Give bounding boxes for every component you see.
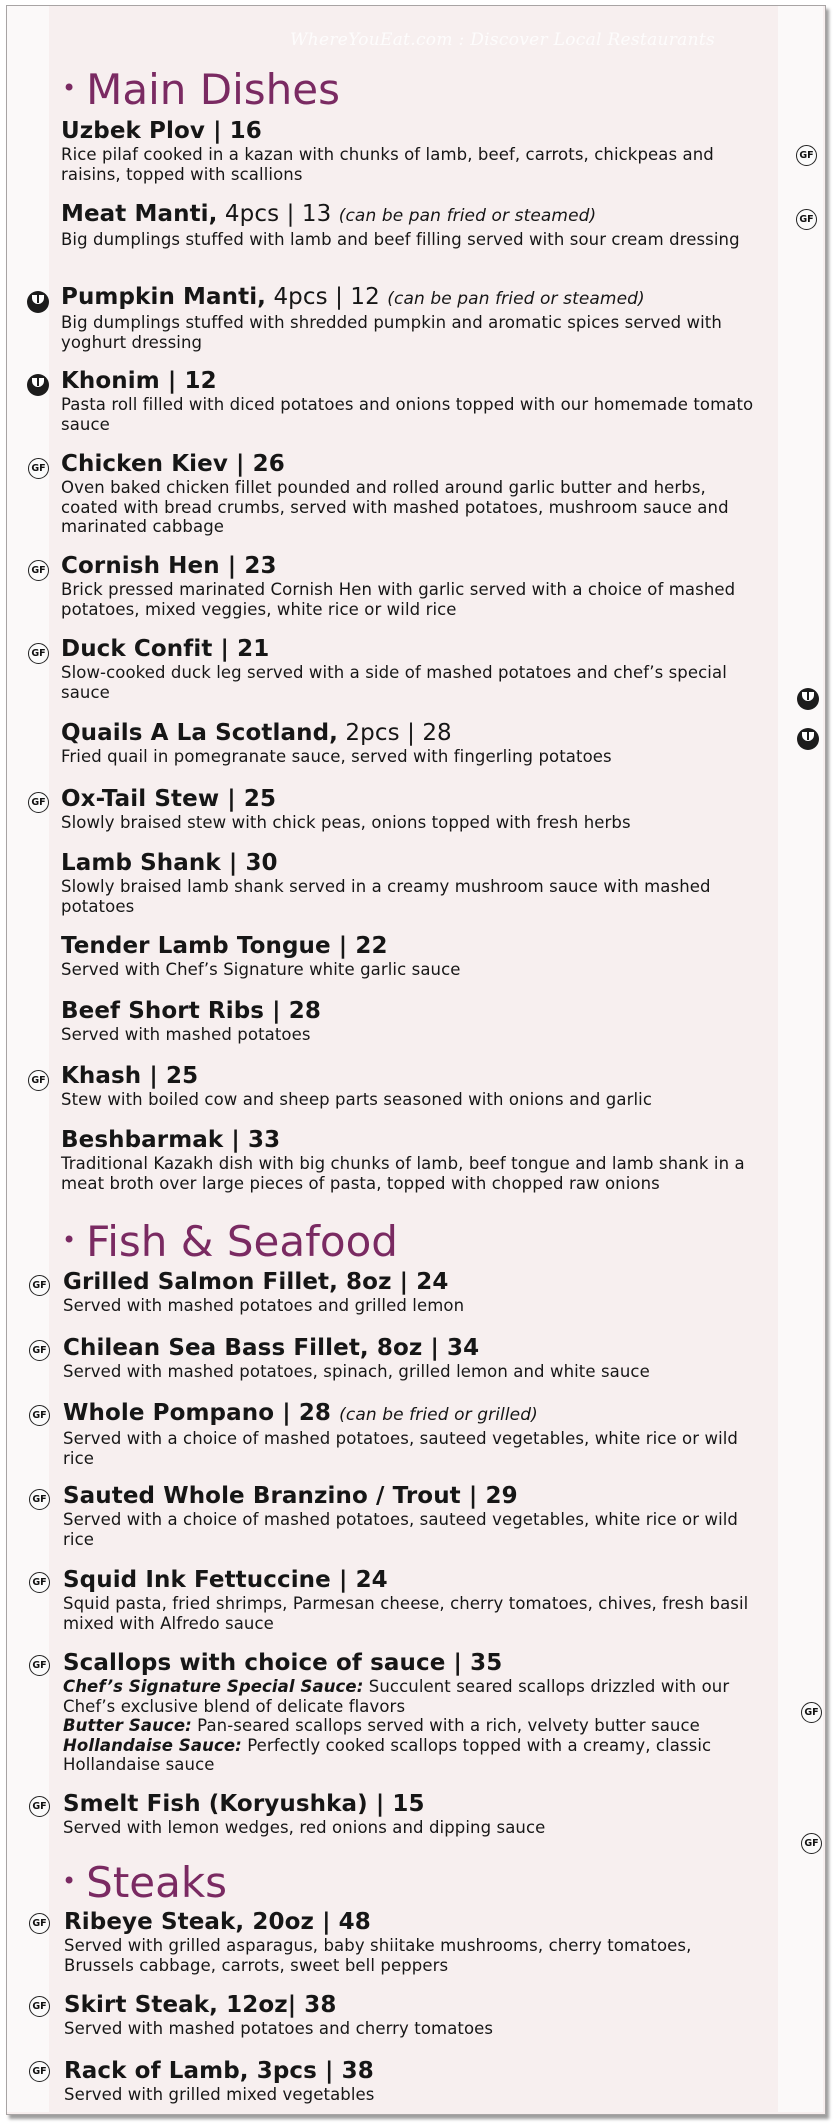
gluten-free-icon: GF xyxy=(28,560,49,581)
gluten-free-icon: GF xyxy=(29,1572,50,1593)
gluten-free-icon: GF xyxy=(796,209,817,230)
menu-item-quails xyxy=(61,720,761,767)
sauce-option: Hollandaise Sauce: Perfectly cooked scallops topped with a creamy, classic Hollandaise sauce xyxy=(63,1735,712,1774)
gluten-free-icon: GF xyxy=(28,643,49,664)
item-name: Lamb Shank | 30 xyxy=(61,850,278,876)
vegetarian-leaf-icon xyxy=(27,374,49,396)
menu-item-chilean-sea-bass xyxy=(63,1335,763,1382)
item-description: Served with grilled asparagus, baby shiitake mushrooms, cherry tomatoes, Brussels cabbage, carrots, sweet bell peppers xyxy=(64,1936,692,1975)
item-description: Served with mashed potatoes xyxy=(61,1025,311,1044)
vegetarian-leaf-icon xyxy=(797,728,819,750)
item-description: Pasta roll filled with diced potatoes and onions topped with our homemade tomato sauce xyxy=(61,395,754,434)
menu-item-scallops xyxy=(63,1650,763,1775)
item-name: Beshbarmak | 33 xyxy=(61,1127,281,1153)
menu-item-khash xyxy=(61,1063,761,1110)
menu-item-duck-confit xyxy=(61,636,761,702)
item-name: Whole Pompano | 28 (can be fried or grilled) xyxy=(63,1400,538,1426)
menu-item-grilled-salmon xyxy=(63,1269,763,1316)
item-description: Slow-cooked duck leg served with a side of mashed potatoes and chef’s special sauce xyxy=(61,663,727,702)
menu-item-branzino-trout xyxy=(63,1483,763,1549)
gluten-free-icon: GF xyxy=(796,145,817,166)
gluten-free-icon: GF xyxy=(29,1655,50,1676)
section-title-steaks: • Steaks xyxy=(62,1858,228,1907)
item-name: Scallops with choice of sauce | 35 xyxy=(63,1650,503,1676)
item-description: Stew with boiled cow and sheep parts seasoned with onions and garlic xyxy=(61,1090,652,1109)
item-name: Khash | 25 xyxy=(61,1063,199,1089)
item-name: Smelt Fish (Koryushka) | 15 xyxy=(63,1791,425,1817)
menu-item-ribeye-steak xyxy=(64,1909,764,1975)
item-description: Served with mashed potatoes and grilled lemon xyxy=(63,1296,465,1315)
gluten-free-icon: GF xyxy=(28,458,49,479)
item-description: Served with mashed potatoes and cherry tomatoes xyxy=(64,2019,494,2038)
right-margin-band xyxy=(778,6,823,2112)
vegetarian-leaf-icon xyxy=(797,688,819,710)
gluten-free-icon: GF xyxy=(28,792,49,813)
gluten-free-icon: GF xyxy=(28,1070,49,1091)
item-description: Served with a choice of mashed potatoes, sauteed vegetables, white rice or wild rice xyxy=(63,1429,739,1468)
item-name: Ox-Tail Stew | 25 xyxy=(61,786,277,812)
gluten-free-icon: GF xyxy=(29,1996,50,2017)
menu-item-meat-manti xyxy=(61,201,761,250)
vegetarian-leaf-icon xyxy=(27,291,49,313)
gluten-free-icon: GF xyxy=(801,1702,822,1723)
gluten-free-icon: GF xyxy=(29,1913,50,1934)
menu-item-pumpkin-manti xyxy=(61,284,761,352)
item-name: Chilean Sea Bass Fillet, 8oz | 34 xyxy=(63,1335,480,1361)
item-name: Cornish Hen | 23 xyxy=(61,553,277,579)
item-name: Duck Confit | 21 xyxy=(61,636,270,662)
item-name: Rack of Lamb, 3pcs | 38 xyxy=(64,2058,374,2084)
item-name: Beef Short Ribs | 28 xyxy=(61,998,321,1024)
menu-item-khonim xyxy=(61,368,761,434)
watermark: WhereYouEat.com : Discover Local Restaurants xyxy=(290,30,716,50)
item-description xyxy=(63,1677,763,1775)
item-name: Pumpkin Manti, 4pcs | 12 (can be pan fried or steamed) xyxy=(61,284,645,310)
item-name: Tender Lamb Tongue | 22 xyxy=(61,933,388,959)
item-description: Big dumplings stuffed with shredded pumpkin and aromatic spices served with yoghurt dressing xyxy=(61,313,722,352)
gluten-free-icon: GF xyxy=(29,1489,50,1510)
gluten-free-icon: GF xyxy=(29,1796,50,1817)
sauce-option: Butter Sauce: Pan-seared scallops served with a rich, velvety butter sauce xyxy=(63,1716,700,1735)
gluten-free-icon: GF xyxy=(29,1340,50,1361)
gluten-free-icon: GF xyxy=(29,2061,50,2082)
item-description: Brick pressed marinated Cornish Hen with garlic served with a choice of mashed potatoes, mixed veggies, white rice or wild rice xyxy=(61,580,736,619)
menu-item-chicken-kiev xyxy=(61,451,761,537)
item-name: Khonim | 12 xyxy=(61,368,217,394)
menu-item-lamb-tongue xyxy=(61,933,761,980)
item-description: Served with lemon wedges, red onions and dipping sauce xyxy=(63,1818,546,1837)
item-name: Sauted Whole Branzino / Trout | 29 xyxy=(63,1483,518,1509)
item-description: Served with mashed potatoes, spinach, grilled lemon and white sauce xyxy=(63,1362,650,1381)
menu-item-uzbek-plov xyxy=(61,118,761,184)
section-title-fish-seafood: • Fish & Seafood xyxy=(62,1217,398,1266)
menu-item-cornish-hen xyxy=(61,553,761,619)
item-name: Ribeye Steak, 20oz | 48 xyxy=(64,1909,371,1935)
menu-item-ox-tail-stew xyxy=(61,786,761,833)
item-name: Squid Ink Fettuccine | 24 xyxy=(63,1567,388,1593)
menu-item-lamb-shank xyxy=(61,850,761,916)
menu-item-beef-short-ribs xyxy=(61,998,761,1045)
item-description: Slowly braised stew with chick peas, onions topped with fresh herbs xyxy=(61,813,631,832)
item-description: Traditional Kazakh dish with big chunks of lamb, beef tongue and lamb shank in a meat broth over large pieces of pasta, topped with chopped raw onions xyxy=(61,1154,745,1193)
menu-item-beshbarmak xyxy=(61,1127,761,1193)
item-description: Squid pasta, fried shrimps, Parmesan cheese, cherry tomatoes, chives, fresh basil mixed with Alfredo sauce xyxy=(63,1594,749,1633)
gluten-free-icon: GF xyxy=(29,1275,50,1296)
item-description: Slowly braised lamb shank served in a creamy mushroom sauce with mashed potatoes xyxy=(61,877,711,916)
item-description: Fried quail in pomegranate sauce, served with fingerling potatoes xyxy=(61,747,612,766)
menu-item-squid-ink-fettuccine xyxy=(63,1567,763,1633)
item-description: Oven baked chicken fillet pounded and rolled around garlic butter and herbs, coated with bread crumbs, served with mashed potatoes, mushroom sauce and marinated cabbage xyxy=(61,478,729,536)
menu-item-whole-pompano xyxy=(63,1400,763,1468)
item-name: Quails A La Scotland, 2pcs | 28 xyxy=(61,720,452,746)
section-title-main-dishes: • Main Dishes xyxy=(62,65,341,114)
menu-item-rack-of-lamb xyxy=(64,2058,764,2105)
gluten-free-icon: GF xyxy=(801,1833,822,1854)
item-name: Uzbek Plov | 16 xyxy=(61,118,262,144)
item-description: Served with a choice of mashed potatoes, sauteed vegetables, white rice or wild rice xyxy=(63,1510,739,1549)
item-name: Skirt Steak, 12oz| 38 xyxy=(64,1992,337,2018)
item-description: Served with grilled mixed vegetables xyxy=(64,2085,375,2104)
menu-item-smelt-fish xyxy=(63,1791,763,1838)
item-name: Chicken Kiev | 26 xyxy=(61,451,285,477)
item-description: Rice pilaf cooked in a kazan with chunks of lamb, beef, carrots, chickpeas and raisins, topped with scallions xyxy=(61,145,714,184)
item-name: Meat Manti, 4pcs | 13 (can be pan fried or steamed) xyxy=(61,201,597,227)
gluten-free-icon: GF xyxy=(29,1405,50,1426)
menu-item-skirt-steak xyxy=(64,1992,764,2039)
sauce-option: Chef’s Signature Special Sauce: Succulent seared scallops drizzled with our Chef’s exclusive blend of delicate flavors xyxy=(63,1677,730,1716)
item-description: Served with Chef’s Signature white garlic sauce xyxy=(61,960,461,979)
item-name: Grilled Salmon Fillet, 8oz | 24 xyxy=(63,1269,449,1295)
item-description: Big dumplings stuffed with lamb and beef filling served with sour cream dressing xyxy=(61,230,740,249)
